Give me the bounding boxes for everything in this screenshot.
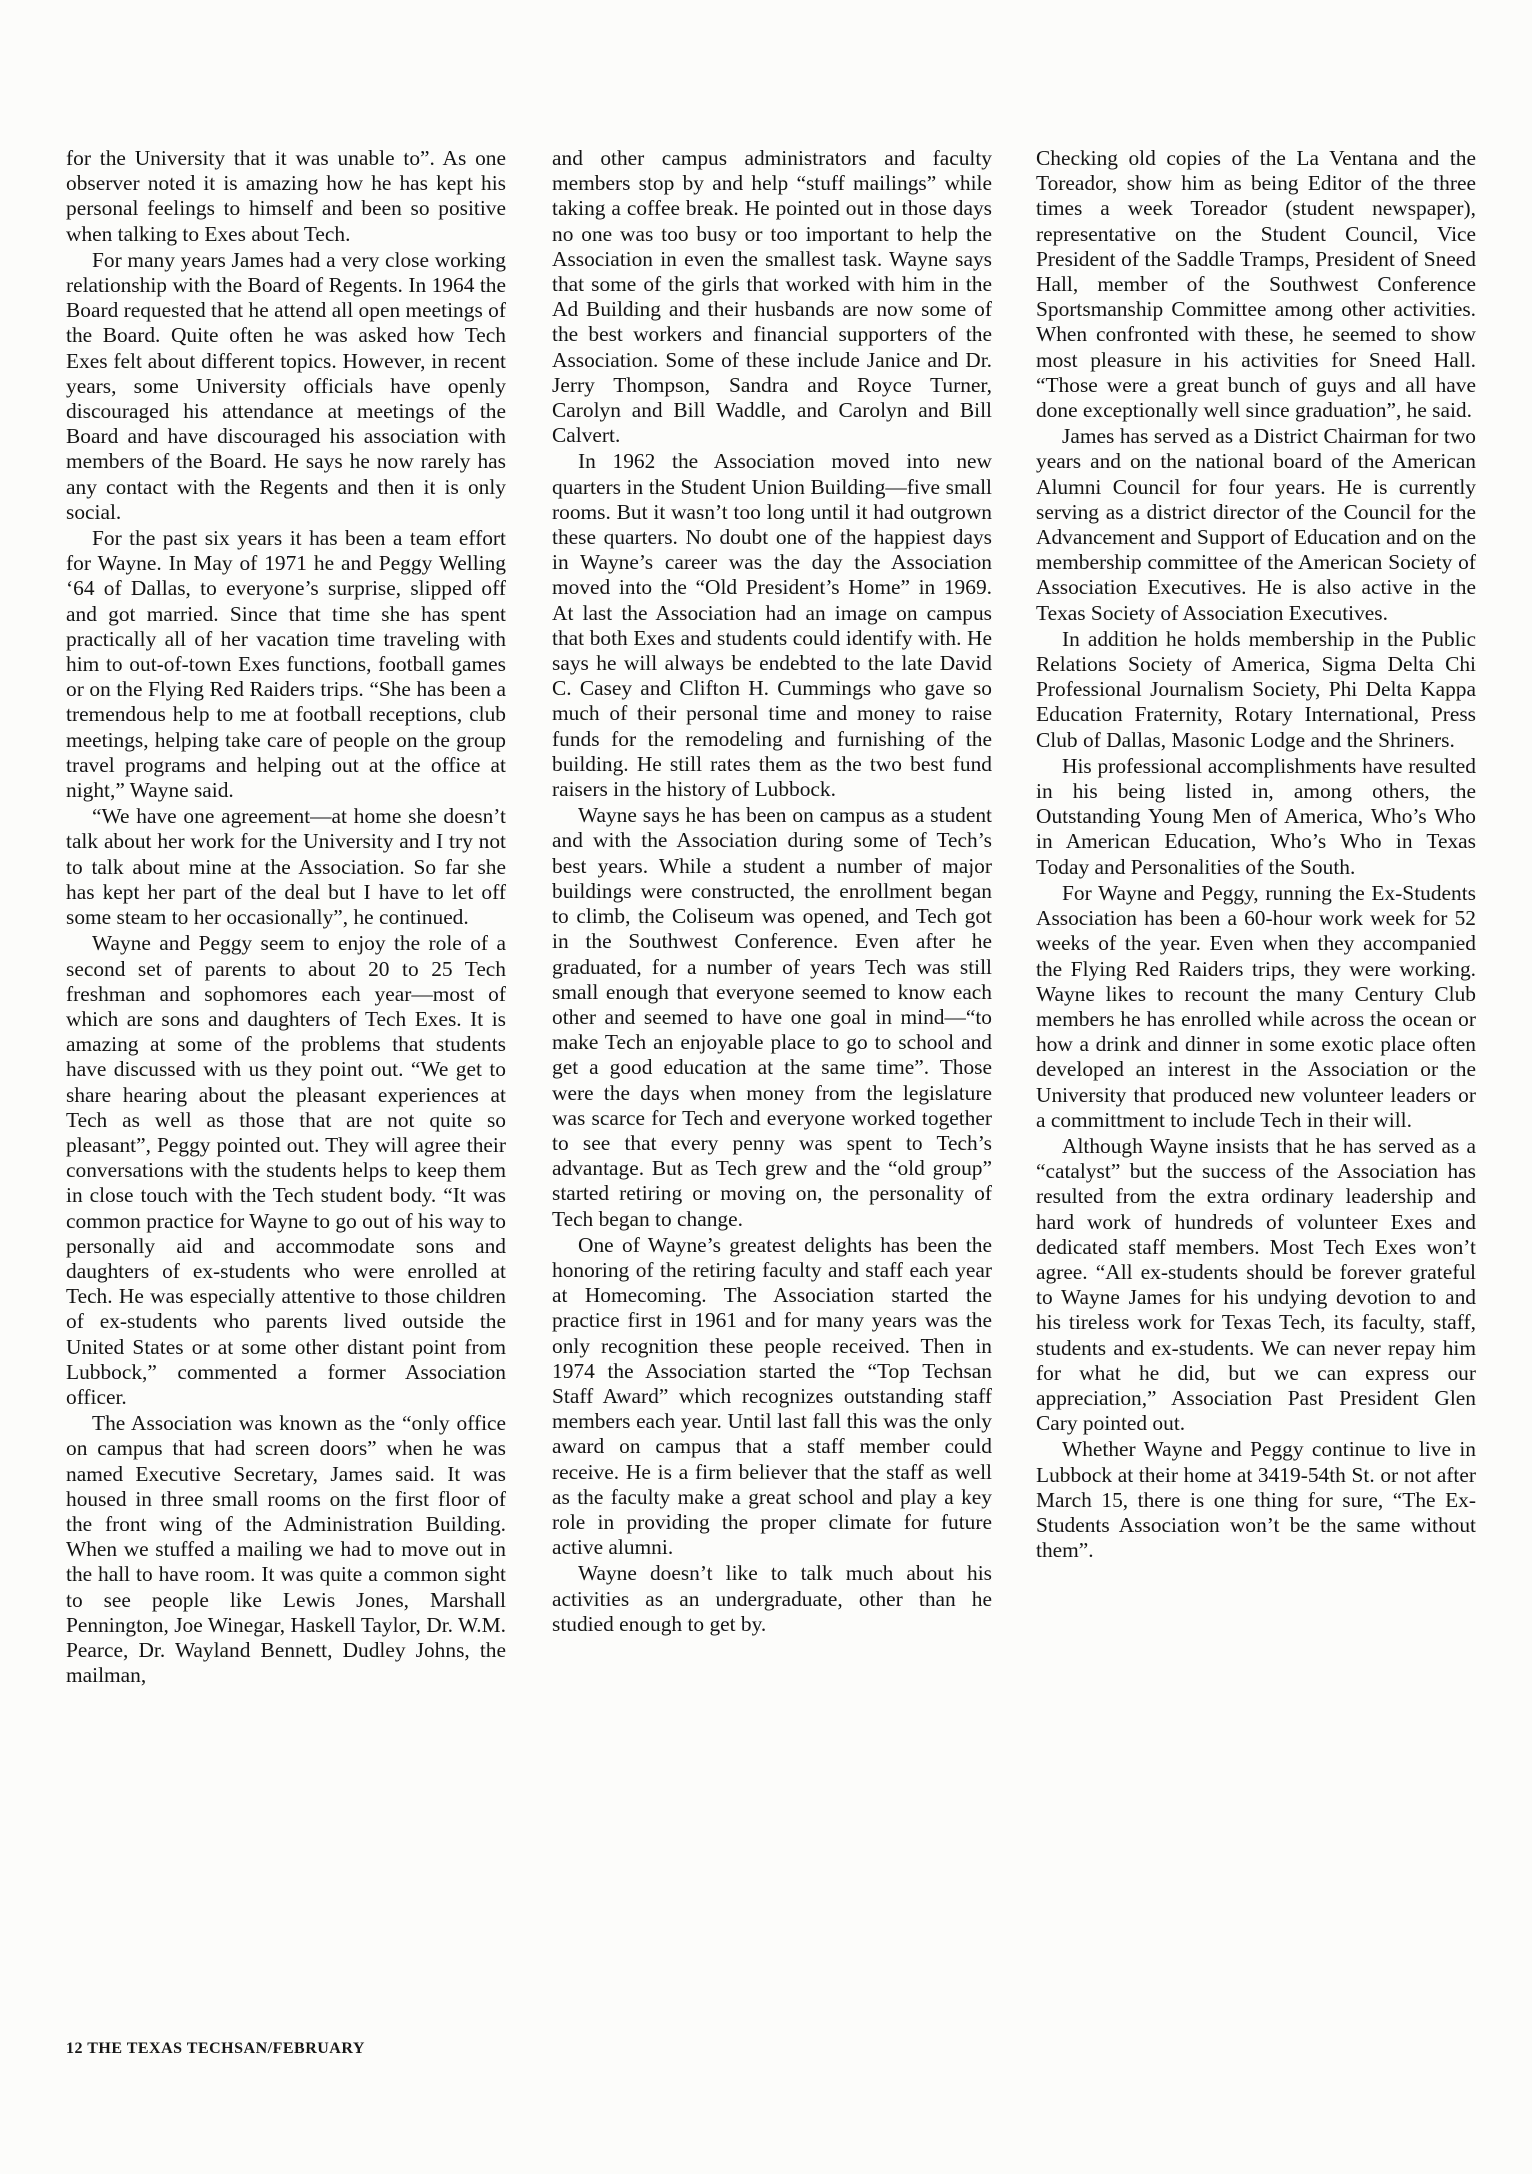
paragraph: Wayne says he has been on campus as a student and with the Association during some of Tech’s best years. While a student a number of major buildings were constructed, the enrollment began to climb, the Coliseum was opened, and Tech got in the Southwest Conference. Even after he graduated, for a number of years Tech was still small enough that everyone seemed to know each other and seemed to have one goal in mind—“to make Tech an enjoyable place to go to school and get a good education at the same time”. Those were the days when money from the legislature was scarce for Tech and everyone worked together to see that every penny was spent to Tech’s advantage. But as Tech grew and the “old group” started retiring or moving on, the personality of Tech began to change.: [552, 803, 992, 1231]
paragraph: The Association was known as the “only office on campus that had screen doors” when he was named Executive Secretary, James said. It was housed in three small rooms on the first floor of the front wing of the Administration Building. When we stuffed a mailing we had to move out in the hall to have room. It was quite a common sight to see people like Lewis Jones, Marshall Pennington, Joe Winegar, Haskell Taylor, Dr. W.M. Pearce, Dr. Wayland Bennett, Dudley Johns, the mailman,: [66, 1411, 506, 1688]
paragraph: Whether Wayne and Peggy continue to live in Lubbock at their home at 3419-54th St. or not after March 15, there is one thing for sure, “The Ex-Students Association won’t be the same without them”.: [1036, 1437, 1476, 1563]
paragraph: Although Wayne insists that he has served as a “catalyst” but the success of the Association has resulted from the extra ordinary leadership and hard work of hundreds of volunteer Exes and dedicated staff members. Most Tech Exes won’t agree. “All ex-students should be forever grateful to Wayne James for his undying devotion to and his tireless work for Texas Tech, its faculty, staff, students and ex-students. We can never repay him for what he did, but we can express our appreciation,” Association Past President Glen Cary pointed out.: [1036, 1133, 1476, 1436]
paragraph: In 1962 the Association moved into new quarters in the Student Union Building—five small rooms. But it wasn’t too long until it had outgrown these quarters. No doubt one of the happiest days in Wayne’s career was the day the Association moved into the “Old President’s Home” in 1969. At last the Association had an image on campus that both Exes and students could identify with. He says he will always be endebted to the late David C. Casey and Clifton H. Cummings who gave so much of their personal time and money to raise funds for the remodeling and furnishing of the building. He still rates them as the two best fund raisers in the history of Lubbock.: [552, 449, 992, 802]
paragraph: Wayne and Peggy seem to enjoy the role of a second set of parents to about 20 to 25 Tech freshman and sophomores each year—most of which are sons and daughters of Tech Exes. It is amazing at some of the problems that students have discussed with us they point out. “We get to share hearing about the pleasant experiences at Tech as well as those that are not quite so pleasant”, Peggy pointed out. They will agree their conversations with the students helps to keep them in close touch with the Tech student body. “It was common practice for Wayne to go out of his way to personally aid and accommodate sons and daughters of ex-students who were enrolled at Tech. He was especially attentive to those children of ex-students who parents lived outside the United States or at some other distant point from Lubbock,” commented a former Association officer.: [66, 931, 506, 1409]
text-column-3: [1036, 146, 1476, 1563]
paragraph: For the past six years it has been a team effort for Wayne. In May of 1971 he and Peggy Welling ‘64 of Dallas, to everyone’s surprise, slipped off and got married. Since that time she has spent practically all of her vacation time traveling with him to out-of-town Exes functions, football games or on the Flying Red Raiders trips. “She has been a tremendous help to me at football receptions, club meetings, helping take care of people on the group travel programs and helping out at the office at night,” Wayne said.: [66, 526, 506, 803]
paragraph: and other campus administrators and faculty members stop by and help “stuff mailings” while taking a coffee break. He pointed out in those days no one was too busy or too important to help the Association in even the smallest task. Wayne says that some of the girls that worked with him in the Ad Building and their husbands are now some of the best workers and financial supporters of the Association. Some of these include Janice and Dr. Jerry Thompson, Sandra and Royce Turner, Carolyn and Bill Waddle, and Carolyn and Bill Calvert.: [552, 146, 992, 448]
paragraph: Checking old copies of the La Ventana and the Toreador, show him as being Editor of the three times a week Toreador (student newspaper), representative on the Student Council, Vice President of the Saddle Tramps, President of Sneed Hall, member of the Southwest Conference Sportsmanship Committee among other activities. When confronted with these, he seemed to show most pleasure in his activities for Sneed Hall. “Those were a great bunch of guys and all have done exceptionally well since graduation”, he said.: [1036, 146, 1476, 423]
paragraph: His professional accomplishments have resulted in his being listed in, among others, the Outstanding Young Men of America, Who’s Who in American Education, Who’s Who in Texas Today and Personalities of the South.: [1036, 753, 1476, 879]
paragraph: For many years James had a very close working relationship with the Board of Regents. In 1964 the Board requested that he attend all open meetings of the Board. Quite often he was asked how Tech Exes felt about different topics. However, in recent years, some University officials have openly discouraged his attendance at meetings of the Board and have discouraged his association with members of the Board. He says he now rarely has any contact with the Regents and then it is only social.: [66, 247, 506, 524]
text-column-2: [552, 146, 992, 1637]
paragraph: Wayne doesn’t like to talk much about his activities as an undergraduate, other than he studied enough to get by.: [552, 1561, 992, 1636]
paragraph: James has served as a District Chairman for two years and on the national board of the American Alumni Council for four years. He is currently serving as a district director of the Council for the Advancement and Support of Education and on the membership committee of the American Society of Association Executives. He is also active in the Texas Society of Association Executives.: [1036, 424, 1476, 625]
paragraph: for the University that it was unable to”. As one observer noted it is amazing how he has kept his personal feelings to himself and been so positive when talking to Exes about Tech.: [66, 146, 506, 246]
paragraph: “We have one agreement—at home she doesn’t talk about her work for the University and I try not to talk about mine at the Association. So far she has kept her part of the deal but I have to let off some steam to her occasionally”, he continued.: [66, 804, 506, 930]
paragraph: For Wayne and Peggy, running the Ex-Students Association has been a 60-hour work week for 52 weeks of the year. Even when they accompanied the Flying Red Raiders trips, they were working. Wayne likes to recount the many Century Club members he has enrolled while across the ocean or how a drink and dinner in some exotic place often developed an interest in the Association or the University that produced new volunteer leaders or a committment to include Tech in their will.: [1036, 880, 1476, 1132]
paragraph: One of Wayne’s greatest delights has been the honoring of the retiring faculty and staff each year at Homecoming. The Association started the practice first in 1961 and for many years was the only recognition these people received. Then in 1974 the Association started the “Top Techsan Staff Award” which recognizes outstanding staff members each year. Until last fall this was the only award on campus that a staff member could receive. He is a firm believer that the staff as well as the faculty make a great school and play a key role in providing the proper climate for future active alumni.: [552, 1232, 992, 1560]
page-folio: 12 THE TEXAS TECHSAN/FEBRUARY: [66, 2040, 365, 2057]
paragraph: In addition he holds membership in the Public Relations Society of America, Sigma Delta Chi Professional Journalism Society, Phi Delta Kappa Education Fraternity, Rotary International, Press Club of Dallas, Masonic Lodge and the Shriners.: [1036, 626, 1476, 752]
text-column-1: [66, 146, 506, 1688]
